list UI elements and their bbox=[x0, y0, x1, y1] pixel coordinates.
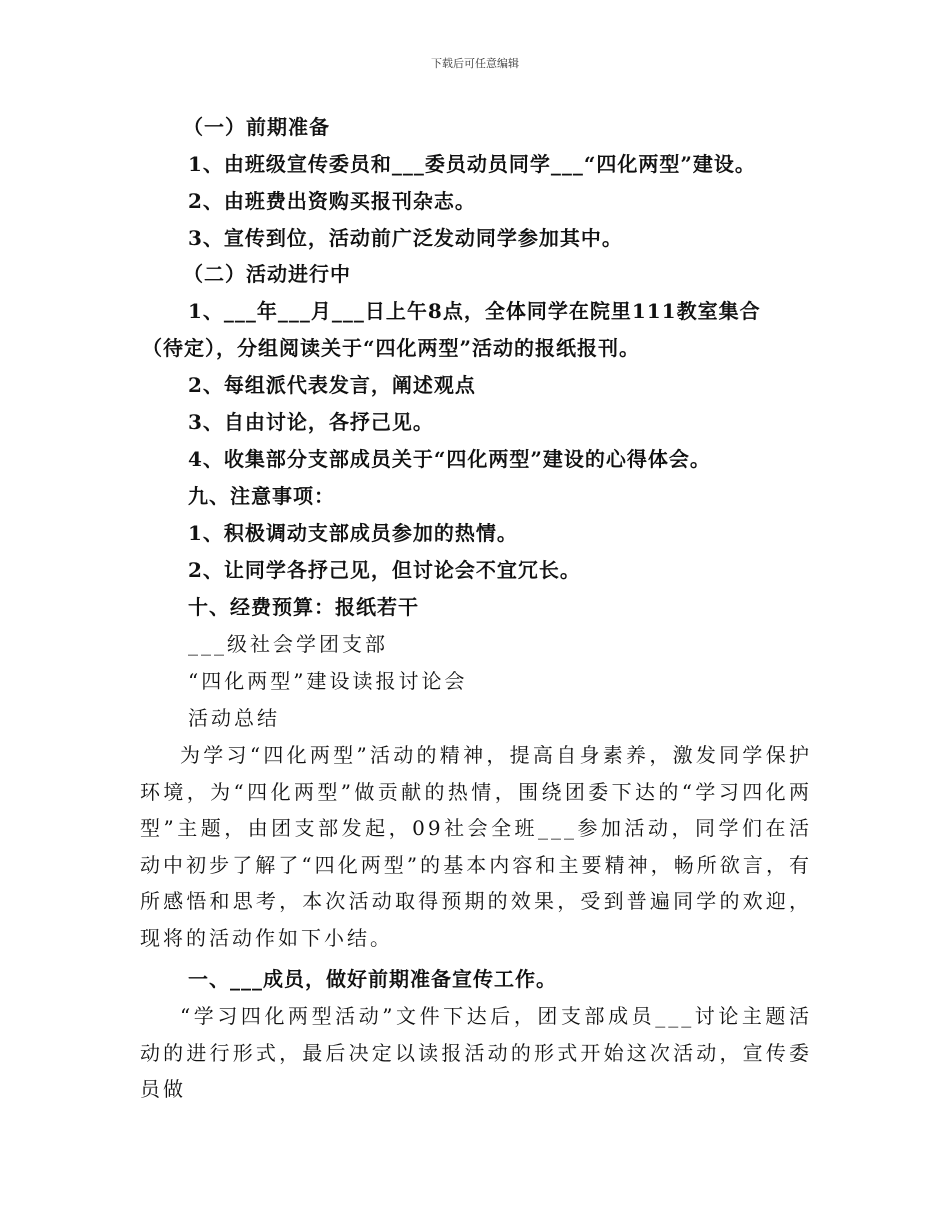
section-heading-budget: 十、经费预算：报纸若干 bbox=[188, 595, 419, 619]
list-item: 1、由班级宣传委员和___委员动员同学___“四化两型”建设。 bbox=[188, 152, 756, 176]
list-item: 2、由班费出资购买报刊杂志。 bbox=[188, 189, 476, 213]
list-item-continuation: （待定），分组阅读关于“四化两型”活动的报纸报刊。 bbox=[142, 336, 641, 360]
summary-paragraph: 为学习“四化两型”活动的精神，提高自身素养，激发同学保护环境，为“四化两型”做贡献的热情，围绕团委下达的“学习四化两型”主题，由团支部发起，09社会全班___参加活动，同学们在活动中初步了解了“四化两型”的基本内容和主要精神，畅所欲言，有所感悟和思考，本次活动取得预期的效果，受到普遍同学的欢迎，现将的活动作如下小结。 bbox=[140, 743, 812, 950]
summary-subtitle: 活动总结 bbox=[188, 706, 280, 730]
summary-paragraph: “学习四化两型活动”文件下达后，团支部成员___讨论主题活动的进行形式，最后决定以读报活动的形式开始这次活动，宣传委员做 bbox=[140, 1004, 812, 1102]
section-heading-members: 一、___成员，做好前期准备宣传工作。 bbox=[188, 967, 557, 991]
list-item: 1、___年___月___日上午8点，全体同学在院里111教室集合 bbox=[188, 299, 761, 323]
organization-name: ___级社会学团支部 bbox=[188, 632, 388, 656]
list-item: 2、每组派代表发言，阐述观点 bbox=[188, 373, 476, 397]
list-item: 1、积极调动支部成员参加的热情。 bbox=[188, 521, 518, 545]
section-heading-notes: 九、注意事项： bbox=[188, 484, 335, 508]
list-item: 2、让同学各抒己见，但讨论会不宜冗长。 bbox=[188, 558, 581, 582]
list-item: 4、收集部分支部成员关于“四化两型”建设的心得体会。 bbox=[188, 447, 711, 471]
subheading-in-progress: （二）活动进行中 bbox=[183, 262, 351, 286]
summary-title: “四化两型”建设读报讨论会 bbox=[188, 669, 468, 693]
header-note: 下载后可任意编辑 bbox=[431, 57, 519, 70]
subheading-preparation: （一）前期准备 bbox=[183, 115, 330, 139]
list-item: 3、宣传到位，活动前广泛发动同学参加其中。 bbox=[188, 226, 623, 250]
list-item: 3、自由讨论，各抒己见。 bbox=[188, 410, 434, 434]
